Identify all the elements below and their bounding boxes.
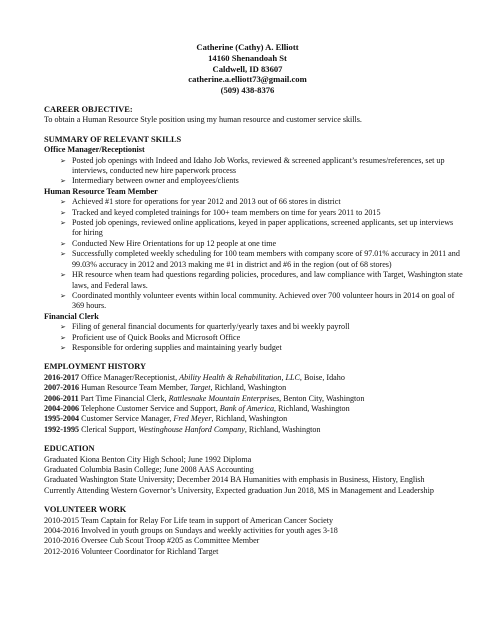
financial-clerk-subheading: Financial Clerk (44, 311, 99, 321)
list-item: ➢ Tracked and keyed completed trainings for 100+ team members on time for years 2011 to 2015 (60, 207, 381, 217)
list-item: ➢ Responsible for ordering supplies and maintaining yearly budget (60, 342, 282, 352)
employment-row: 1992-1995 Clerical Support, Westinghouse Hanford Company, Richland, Washington (44, 424, 321, 434)
employment-row: 2007-2016 Human Resource Team Member, Target, Richland, Washington (44, 383, 287, 393)
financial-clerk-list (44, 322, 464, 353)
list-item: ➢ Coordinated monthly volunteer events within local community. Achieved over 700 volunteer hours in 2014 on goal of 369 hours. (60, 290, 455, 311)
volunteer-line: 2010-2016 Oversee Cub Scout Troop #205 as Committee Member (44, 536, 260, 546)
bullet-arrow-icon: ➢ (60, 177, 67, 186)
bullet-arrow-icon: ➢ (60, 219, 67, 228)
applicant-name: Catherine (Cathy) A. Elliott (196, 42, 299, 52)
employment-heading: EMPLOYMENT HISTORY (44, 362, 147, 372)
skills-heading: SUMMARY OF RELEVANT SKILLS (44, 134, 182, 144)
education-line: Graduated Kiona Benton City High School; June 1992 Diploma (44, 454, 252, 464)
list-item: ➢ Successfully completed weekly scheduling for 100 team members with company score of 97.01% accuracy in 2011 and 99.03% accuracy in 2012 and 2013 making me #1 in district and #6 in the region (out of 68 stores) (60, 249, 460, 269)
bullet-arrow-icon: ➢ (60, 208, 67, 217)
bullet-arrow-icon: ➢ (60, 291, 67, 300)
volunteer-line: 2004-2016 Involved in youth groups on Sundays and weekly activities for youth ages 3-18 (44, 526, 338, 536)
education-line: Currently Attending Western Governor’s University, Expected graduation Jun 2018, MS in Management and Leadership (44, 485, 434, 495)
list-item: ➢ HR resource when team had questions regarding policies, procedures, and law compliance with Target, Washington state laws, and Federal laws. (60, 270, 463, 290)
list-item: ➢ Posted job openings with Indeed and Idaho Job Works, reviewed & screened applicant’s resumes/references, set up interviews, conducted new hire paperwork process (60, 155, 445, 176)
bullet-arrow-icon: ➢ (60, 333, 67, 342)
employment-row: 2016-2017 Office Manager/Receptionist, Ability Health & Rehabilitation, LLC, Boise, Idaho (44, 372, 345, 382)
resume-body (44, 105, 464, 557)
list-item: ➢ Filing of general financial documents for quarterly/yearly taxes and bi weekly payroll (60, 322, 350, 332)
city-state-zip: Caldwell, ID 83607 (212, 63, 283, 74)
employment-row: 1995-2004 Customer Service Manager, Fred Meyer, Richland, Washington (44, 414, 288, 424)
volunteer-line: 2010-2015 Team Captain for Relay For Life team in support of American Cancer Society (44, 515, 334, 525)
hr-team-member-subheading: Human Resource Team Member (44, 186, 158, 196)
office-manager-list (44, 156, 464, 187)
list-item: ➢ Achieved #1 store for operations for year 2012 and 2013 out of 66 stores in district (60, 197, 341, 207)
bullet-arrow-icon: ➢ (60, 198, 67, 207)
phone-number: (509) 438-8376 (220, 85, 275, 96)
list-item: ➢ Conducted New Hire Orientations for up 12 people at one time (60, 238, 277, 248)
bullet-arrow-icon: ➢ (60, 343, 67, 352)
street-address: 14160 Shenandoah St (208, 52, 287, 63)
education-line: Graduated Washington State University; December 2014 BA Humanities with emphasis in Business, History, English (44, 475, 425, 485)
bullet-arrow-icon: ➢ (60, 323, 67, 332)
email-address: catherine.a.elliott73@gmail.com (188, 74, 307, 85)
bullet-arrow-icon: ➢ (60, 271, 67, 280)
employment-row: 2006-2011 Part Time Financial Clerk, Rattlesnake Mountain Enterprises, Benton City, Washington (44, 393, 365, 403)
contact-header (0, 42, 495, 96)
list-item: ➢ Intermediary between owner and employees/clients (60, 176, 239, 186)
hr-team-member-list (44, 197, 464, 311)
list-item: ➢ Posted job openings, reviewed online applications, keyed in paper applications, screened applicants, set up interviews for hiring (60, 218, 454, 238)
list-item: ➢ Proficient use of Quick Books and Microsoft Office (60, 332, 241, 342)
bullet-arrow-icon: ➢ (60, 250, 67, 259)
education-heading: EDUCATION (44, 444, 95, 454)
volunteer-line: 2012-2016 Volunteer Coordinator for Richland Target (44, 546, 219, 556)
bullet-arrow-icon: ➢ (60, 239, 67, 248)
objective-text: To obtain a Human Resource Style position using my human resource and customer service skills. (44, 115, 362, 125)
volunteer-heading: VOLUNTEER WORK (44, 505, 127, 515)
employment-row: 2004-2006 Telephone Customer Service and Support, Bank of America, Richland, Washington (44, 403, 350, 413)
objective-heading: CAREER OBJECTIVE: (44, 105, 133, 114)
bullet-arrow-icon: ➢ (60, 156, 67, 165)
office-manager-subheading: Office Manager/Receptionist (44, 145, 145, 155)
education-line: Graduated Columbia Basin College; June 2008 AAS Accounting (44, 465, 254, 474)
